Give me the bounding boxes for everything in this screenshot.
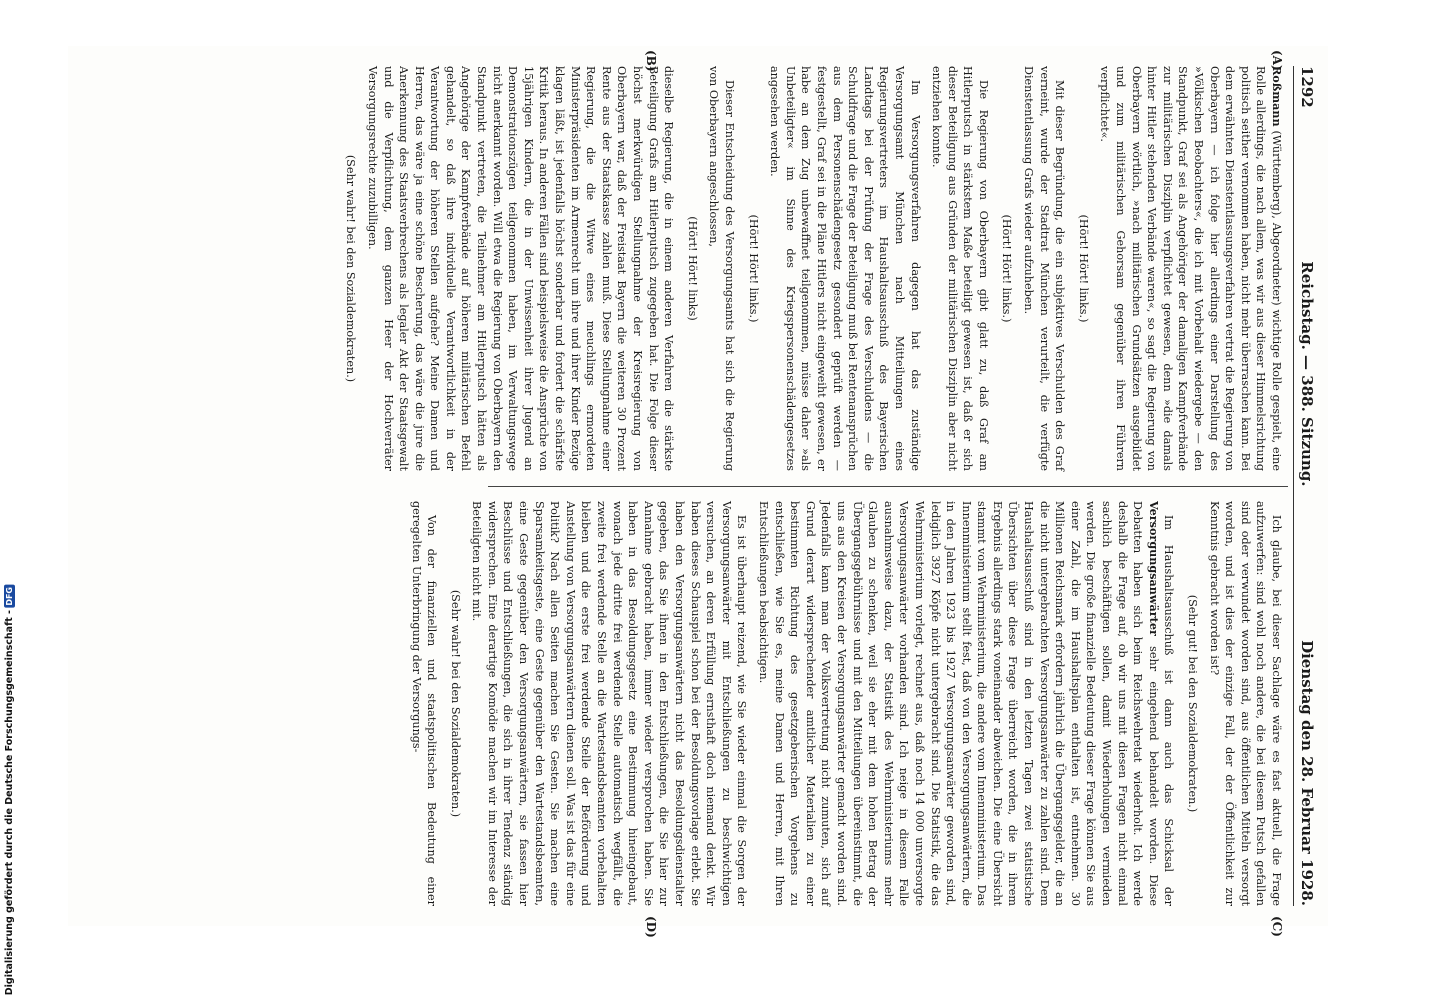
digitization-credit [2, 587, 16, 995]
speaker-name: Roßmann [1270, 66, 1284, 127]
interjection: (Sehr wahr! bei den Sozialdemokraten.) [448, 589, 462, 818]
interjection: (Sehr gut! bei den Sozialdemokraten.) [1186, 594, 1200, 813]
interjection: (Sehr wahr! bei den Sozialdemokraten.) [344, 154, 358, 383]
margin-marker-a: (A) [1270, 50, 1284, 71]
right-column [402, 501, 1284, 906]
column-divider [488, 486, 1288, 487]
paragraph: Im Versorgungsverfahren dagegen hat das zuständige Versorgungsamt München nach Mitteilungen eines Regierungsvertreters im Haushaltsausschuß des Bayerischen Landtags bei der Prüfung der Frage des Verschuldens — die Schuldfrage und die Frage der Beteiligung muß bei Rentenansprüchen aus dem Personenschädengesetz gesondert geprüft werden — festgestellt, Graf sei in die Pläne Hitlers nicht eingeweiht gewesen, er habe an dem Zug unbewaffnet teilgenommen, müsse daher »als Unbeteiligter« im Sinne des Kriegspersonenschädengesetzes angesehen werden. [768, 66, 922, 471]
bold-term: Versorgungsanwärter [1146, 501, 1161, 636]
credit-text: Digitalisierung gefördert durch die Deutsche Forschungsgemeinschaft - [3, 609, 15, 995]
dfg-logo-text: DFG [4, 587, 14, 606]
paragraph: Dieser Entscheidung des Versorgungsamts hat sich die Regierung von Oberbayern angeschlossen, [707, 66, 736, 471]
dfg-logo [0, 585, 19, 608]
paragraph: Ich glaube, bei dieser Sachlage wäre es fast aktuell, die Frage aufzuwerfen: sind wohl noch andere, die bei diesem Putsch gefallen sind oder verwundet worden sind, aus öffentlichen Mitteln versorgt worden, und ist dies der einzige Fall, der der Öffentlichkeit zur Kenntnis gebracht worden ist? [1207, 501, 1283, 906]
page-number: 1292 [1298, 66, 1316, 108]
margin-marker-c: (C) [1270, 916, 1284, 937]
interjection: (Hört! Hört! links.) [746, 214, 760, 323]
margin-marker-b: (B) [644, 50, 658, 72]
paragraph: Es ist überhaupt reizend, wie Sie wieder einmal die Sorgen der Versorgungsanwärter mit Entschließungen zu beschwichtigen versuchen, an deren Erfüllung ernsthaft doch niemand denkt. Wir haben dieses Schauspiel schon bei der Besoldungsvorlage erlebt. Sie haben den Versorgungsanwärtern nicht das Besoldungsdienstalter gegeben, das Sie ihnen in den Entschließungen, die Sie hier zur Annahme gebracht haben, immer wieder versprochen haben. Sie haben in das Besoldungsgesetz eine Bestimmung hineingebaut, wonach jede dritte frei werdende Stelle automatisch wegfällt, die zweite frei werdende Stelle an die Wartestandsbeamten vorbehalten bleiben und die erste frei werdende Stelle der Beförderung und Anstellung von Versorgungsanwärtern dienen soll. Was ist das für eine Politik? Nach allen Seiten machen Sie Gesten. Sie machen eine Sparsamkeitsgeste, eine Geste gegenüber den Wartestandsbeamten, eine Geste gegenüber den Versorgungsanwärtern, sie fassen hier Beschlüsse und Entschließungen, die sich in ihrer Tendenz ständig widersprechen. Eine derartige Komödie machen wir im Interesse der Beteiligten nicht mit. [470, 501, 749, 906]
interjection: (Hört! Hört! links.) [1076, 214, 1090, 323]
paragraph [755, 501, 1176, 906]
paragraph: Mit dieser Begründung, die ein subjektives Verschulden des Graf verneint, wurde der Stadtrat München verurteilt, die verfügte Dienstentlassung Grafs wieder aufzuheben. [1022, 66, 1067, 471]
paragraph [1097, 66, 1284, 471]
paragraph: Von der finanziellen und staatspolitischen Bedeutung einer geregelten Unterbringung der Versorgungs- [409, 501, 439, 906]
interjection: (Hört! Hört! links) [685, 216, 699, 321]
interjection: (Hört! Hört! links.) [1000, 214, 1014, 323]
speaker-affiliation: (Württemberg), Abgeordneter) [1270, 130, 1283, 306]
paragraph-text: wichtige Rolle gespielt, eine Rolle allerdings, die nach allem, was wir aus dieser Himmelsrichtung politisch seither vernommen haben, nicht mehr überraschen kann. Bei dem erwähnten Dienstentlassungsverfahren vertrat die Regierung von Oberbayern — ich folge hier allerdings einer Darstellung des »Völkischen Beobachters«, die ich mit Vorbehalt wiedergebe — den Standpunkt, Graf sei als Angehöriger der damaligen Kampfverbände zur militärischen Disziplin verpflichtet gewesen, denn »die damals hinter Hitler stehenden Verbände waren«, so sagt die Regierung von Oberbayern wörtlich, »nach militärischen Grundsätzen ausgebildet und zum militärischen Gehorsam gegenüber ihren Führern verpflichtet«. [1098, 66, 1283, 472]
paragraph: Die Regierung von Oberbayern gibt glatt zu, daß Graf am Hitlerputsch in stärkstem Maße beteiligt gewesen ist, daß er sich dieser Beteiligung aus Gründen der militärischen Disziplin aber nicht entziehen konnte. [930, 66, 990, 471]
paragraph: dieselbe Regierung, die in einem anderen Verfahren die stärkste Beteiligung Grafs am Hitlerputsch zugegeben hat. Die Folge dieser höchst merkwürdigen Stellungnahme der Kreisregierung von Oberbayern war, daß der Freistaat Bayern die weiteren 30 Prozent Rente aus der Staatskasse zahlen muß. Diese Stellungnahme einer Regierung, die die Witwe eines meuchlings ermordeten Ministerpräsidenten im Armenrecht um ihre und ihrer Kinder Bezüge klagen läßt, ist jedenfalls höchst sonderbar und fordert die schärfste Kritik heraus. In anderen Fällen sind beispielsweise die Ansprüche von 15jährigen Kindern, die in der Unwissenheit ihrer Jugend an Demonstrationszügen teilgenommen haben, im Verwaltungswege nicht anerkannt worden. Will etwa die Regierung von Oberbayern den Standpunkt vertreten, die Teilnehmer am Hitlerputsch hätten als Angehörige der Kampfverbände auf höheren militärischen Befehl gehandelt, so daß ihre individuelle Verantwortlichkeit in der Verantwortung der höheren Stellen aufgehe? Meine Damen und Herren, das wäre ja eine schöne Bescherung, das wäre die jure die Anerkennung des Staatsverbrechens als legaler Akt der Staatsgewalt und die Verpflichtung, dem ganzen Heer der Hochverräter Versorgungsrechte zuzubilligen. [365, 66, 676, 471]
paragraph-text: Im Haushaltsausschuß ist dann auch das Schicksal der [1162, 515, 1176, 906]
left-column [335, 66, 1284, 471]
margin-marker-d: (D) [644, 916, 658, 938]
paragraph-text: sehr eingehend behandelt worden. Diese Debatten haben sich beim Reichswehretat wiederholt. Ich werde deshalb die Frage auf, ob wir uns mit diesen Fragen nicht einmal sachlich beschäftigen sollen, damit Wiederholungen vermieden werden. Die große finanzielle Bedeutung dieser Frage können Sie aus einer Zahl, die im Haushaltsplan enthalten ist, entnehmen. 30 Millionen Reichsmark erfordern jährlich die Übergangsgelder, die an die nicht untergebrachten Versorgungsanwärter zu zahlen sind. Dem Haushaltsausschuß sind in den letzten Tagen zwei statistische Übersichten über diese Frage überreicht worden, die in ihrem Ergebnis allerdings stark voneinander abweichen. Die eine Übersicht stammt vom Wehrministerium, die andere vom Innenministerium. Das Innenministerium stellt fest, daß von den Versorgungsanwärtern, die in den Jahren 1923 bis 1927 Versorgungsanwärter geworden sind, lediglich 3927 Köpfe nicht untergebracht sind. Die Statistik, die das Wehrministerium vorlegt, rechnet aus, daß noch 14 000 unversorgte Versorgungsanwärter vorhanden sind. Ich neige in diesem Falle ausnahmsweise dazu, der Statistik des Wehrministeriums mehr Glauben zu schenken, weil sie eher mit dem hohen Betrag der Übergangsgebührnisse und mit den Mitteilungen übereinstimmt, die uns aus den Kreisen der Versorgungsanwärter gemacht worden sind. Jedenfalls kann man der Volksvertretung nicht zumuten, sich auf Grund derart widersprechender amtlicher Materialien zu einer bestimmten Richtung des gesetzgeberischen Vorgehens zu entschließen, wie Sie es, meine Damen und Herren, mit Ihren Entschließungen beabsichtigen. [757, 501, 1160, 906]
header-date: Dienstag den 28. Februar 1928. [1298, 640, 1316, 906]
rotated-newspaper-page [68, 46, 1328, 938]
page-header [1293, 66, 1320, 906]
header-session: Reichstag. — 388. Sitzung. [1298, 261, 1316, 487]
